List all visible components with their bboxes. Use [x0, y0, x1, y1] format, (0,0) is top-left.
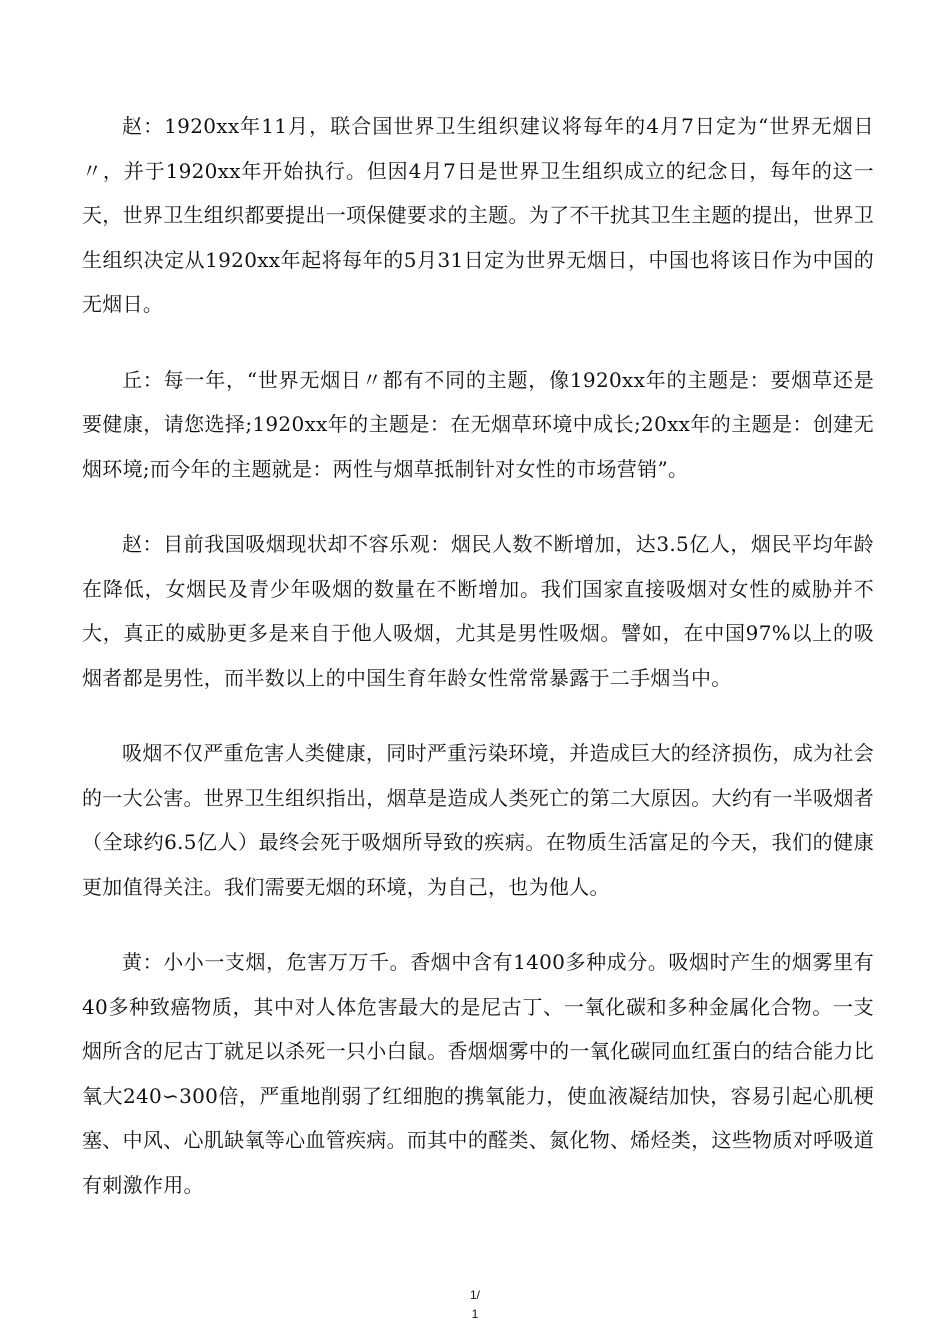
page-number: [455, 1286, 495, 1324]
paragraph-2: 丘：每一年，“世界无烟日〃都有不同的主题，像1920xx年的主题是：要烟草还是要健康，请您选择;1920xx年的主题是：在无烟草环境中成长;20xx年的主题是：创建无烟环境;而今年的主题就是：两性与烟草抵制针对女性的市场营销”。: [82, 367, 874, 481]
paragraph-1: 赵：1920xx年11月，联合国世界卫生组织建议将每年的4月7日定为“世界无烟日〃，并于1920xx年开始执行。但因4月7日是世界卫生组织成立的纪念日，每年的这一天，世界卫生组织都要提出一项保健要求的主题。为了不干扰其卫生主题的提出，世界卫生组织决定从1920xx年起将每年的5月31日定为世界无烟日，中国也将该日作为中国的无烟日。: [82, 114, 874, 316]
paragraph-4: 吸烟不仅严重危害人类健康，同时严重污染环境，并造成巨大的经济损伤，成为社会的一大公害。世界卫生组织指出，烟草是造成人类死亡的第二大原因。大约有一半吸烟者（全球约6.5亿人）最终会死于吸烟所导致的疾病。在物质生活富足的今天，我们的健康更加值得关注。我们需要无烟的环境，为自己，也为他人。: [82, 741, 874, 899]
paragraph-5: 黄：小小一支烟，危害万万千。香烟中含有1400多种成分。吸烟时产生的烟雾里有40多种致癌物质，其中对人体危害最大的是尼古丁、一氧化碳和多种金属化合物。一支烟所含的尼古丁就足以杀死一只小白鼠。香烟烟雾中的一氧化碳同血红蛋白的结合能力比氧大240∽300倍，严重地削弱了红细胞的携氧能力，使血液凝结加快，容易引起心肌梗塞、中风、心肌缺氧等心血管疾病。而其中的醛类、氮化物、烯烃类，这些物质对呼吸道有刺激作用。: [82, 950, 874, 1197]
paragraph-3: 赵：目前我国吸烟现状却不容乐观：烟民人数不断增加，达3.5亿人，烟民平均年龄在降低，女烟民及青少年吸烟的数量在不断增加。我们国家直接吸烟对女性的威胁并不大，真正的威胁更多是来自于他人吸烟，尤其是男性吸烟。譬如，在中国97%以上的吸烟者都是男性，而半数以上的中国生育年龄女性常常暴露于二手烟当中。: [82, 532, 874, 690]
document-body: [82, 104, 874, 1238]
page-number-current: 1/: [469, 1288, 480, 1302]
page-number-total: 1: [471, 1307, 479, 1321]
